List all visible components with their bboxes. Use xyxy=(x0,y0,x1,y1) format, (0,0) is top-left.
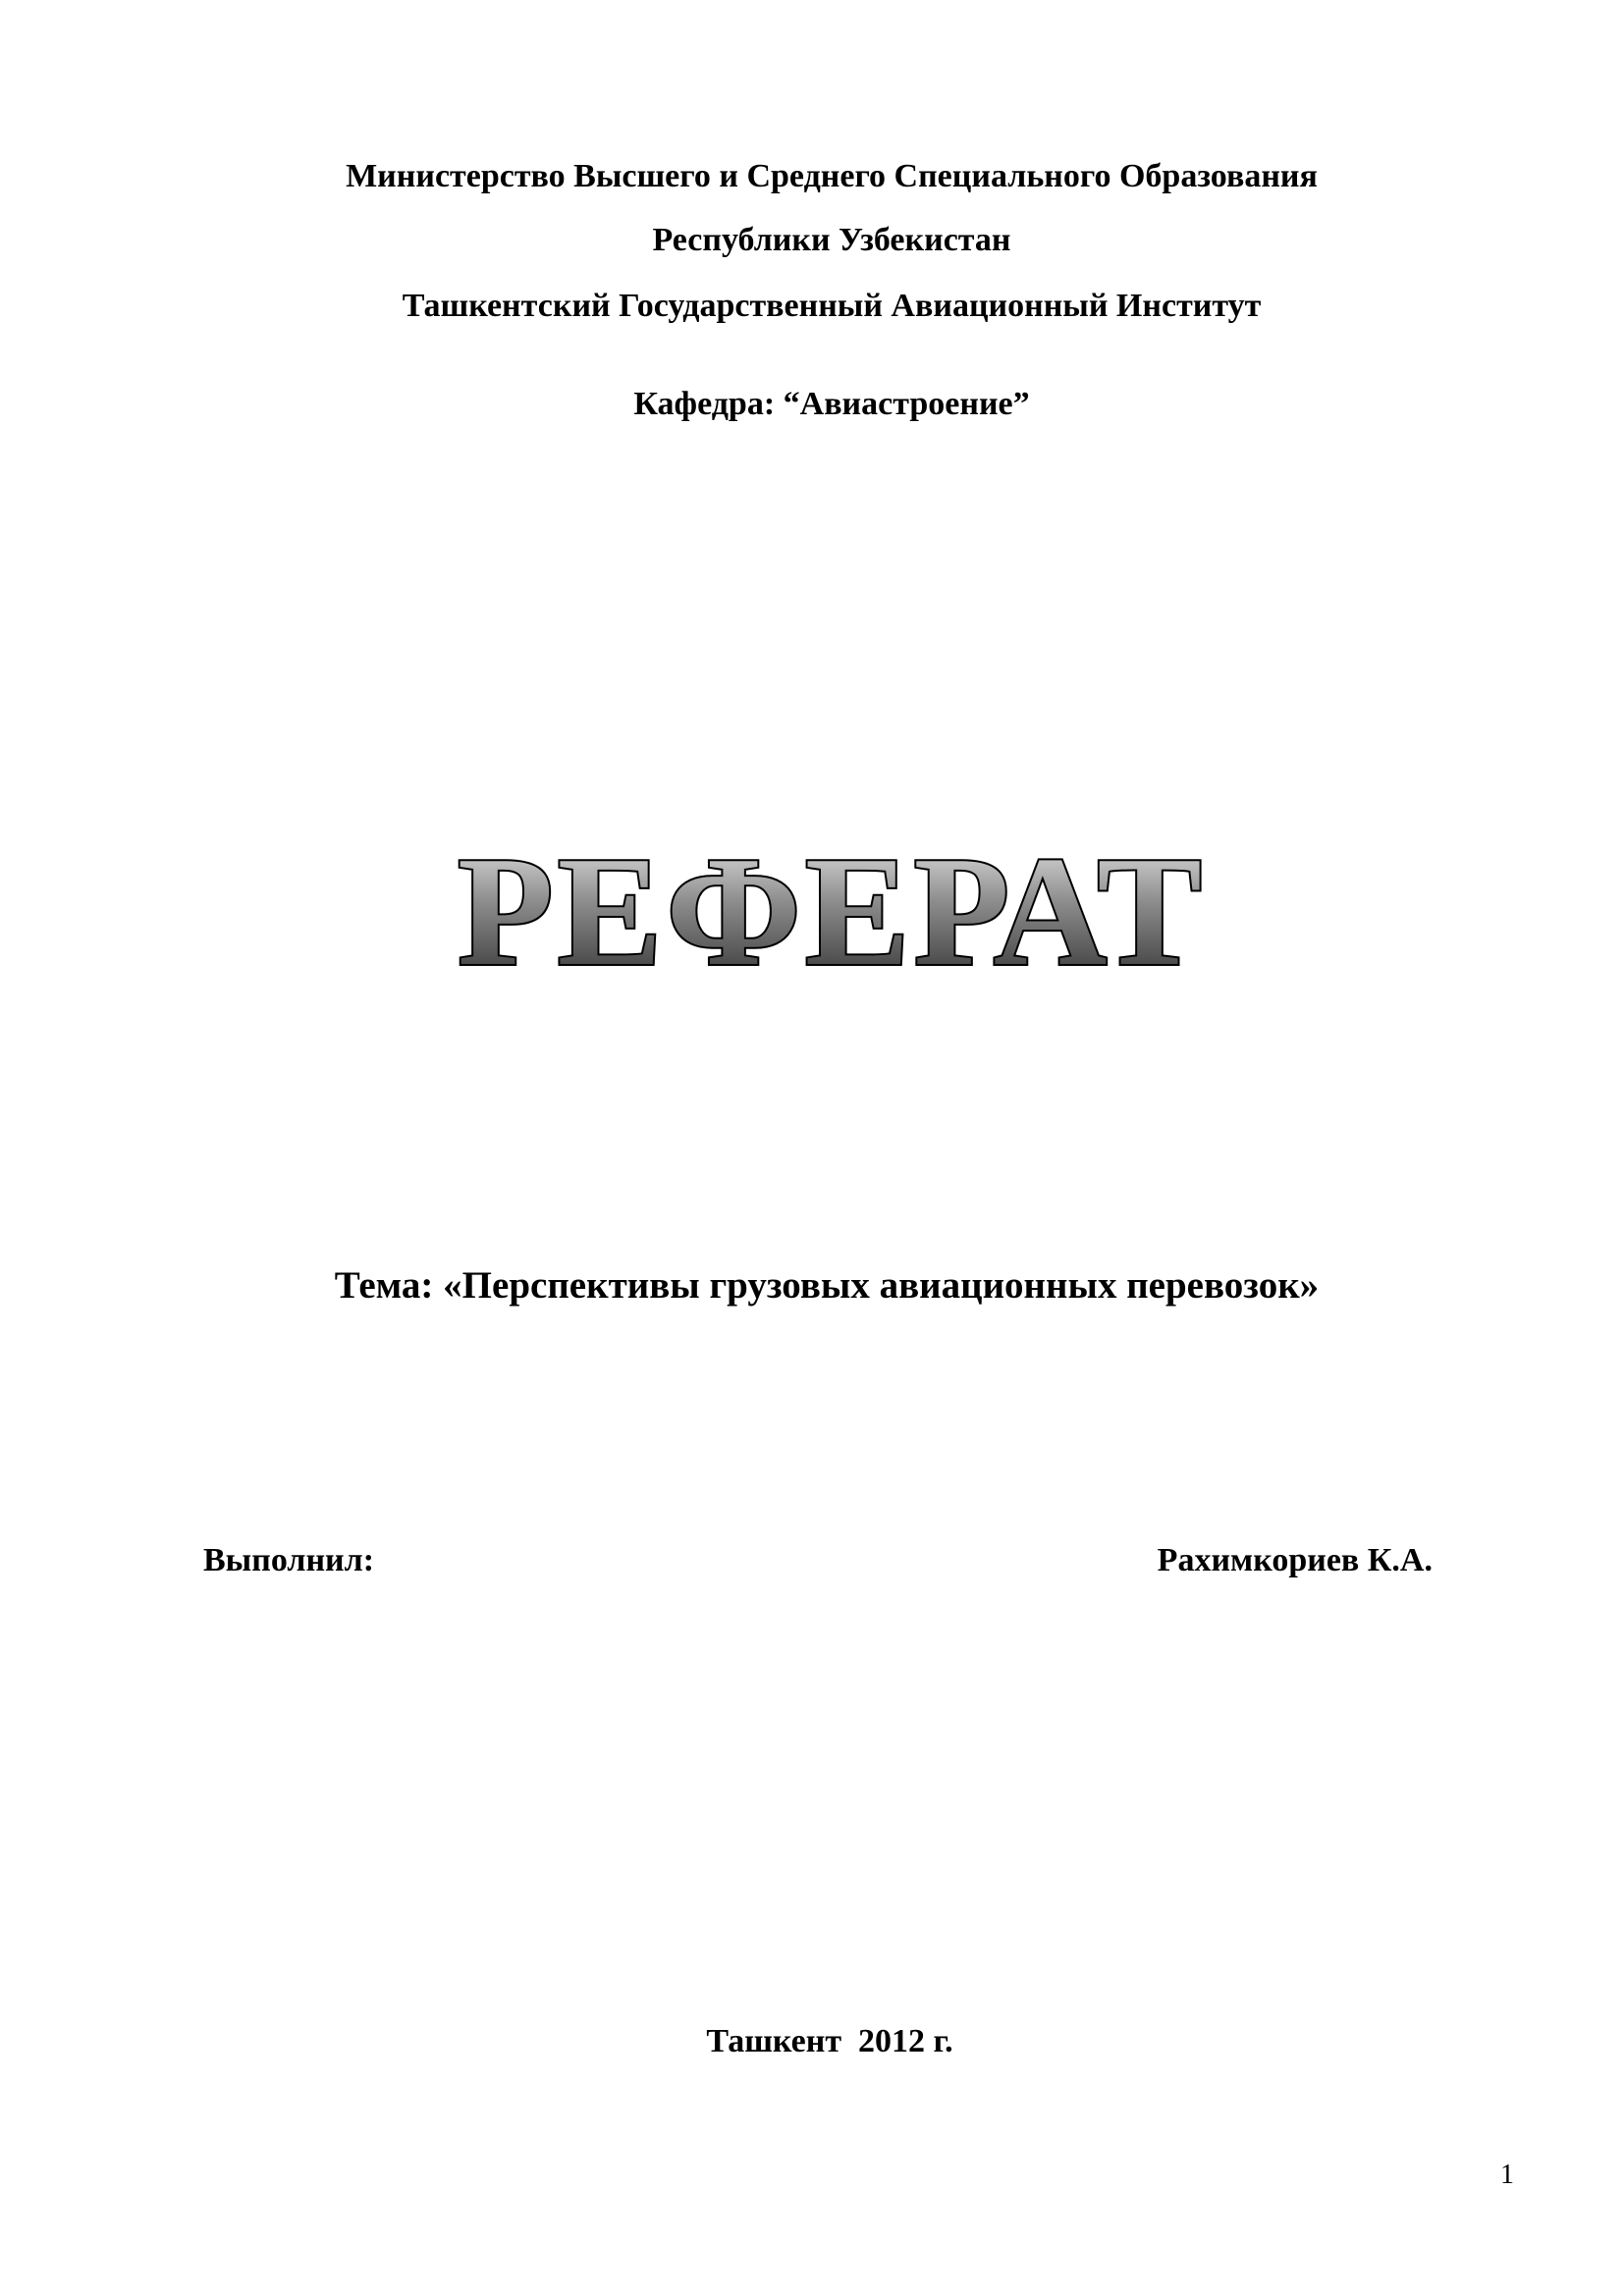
institute-heading: Ташкентский Государственный Авиационный Институт xyxy=(402,288,1262,324)
title-text: РЕФЕРАТ xyxy=(457,824,1207,998)
author-name: Рахимкориев К.А. xyxy=(1157,1542,1433,1578)
republic-heading: Республики Узбекистан xyxy=(652,222,1011,258)
author-label: Выполнил: xyxy=(203,1542,375,1578)
city-year: Ташкент 2012 г. xyxy=(706,2023,953,2059)
ministry-heading: Министерство Высшего и Среднего Специального Образования xyxy=(346,158,1318,194)
page-number: 1 xyxy=(1500,2160,1514,2190)
department-heading: Кафедра: “Авиастроение” xyxy=(633,386,1030,422)
document-title xyxy=(20,815,1624,1011)
topic-line: Тема: «Перспективы грузовых авиационных перевозок» xyxy=(334,1264,1320,1307)
title-wordart xyxy=(20,815,1624,1011)
